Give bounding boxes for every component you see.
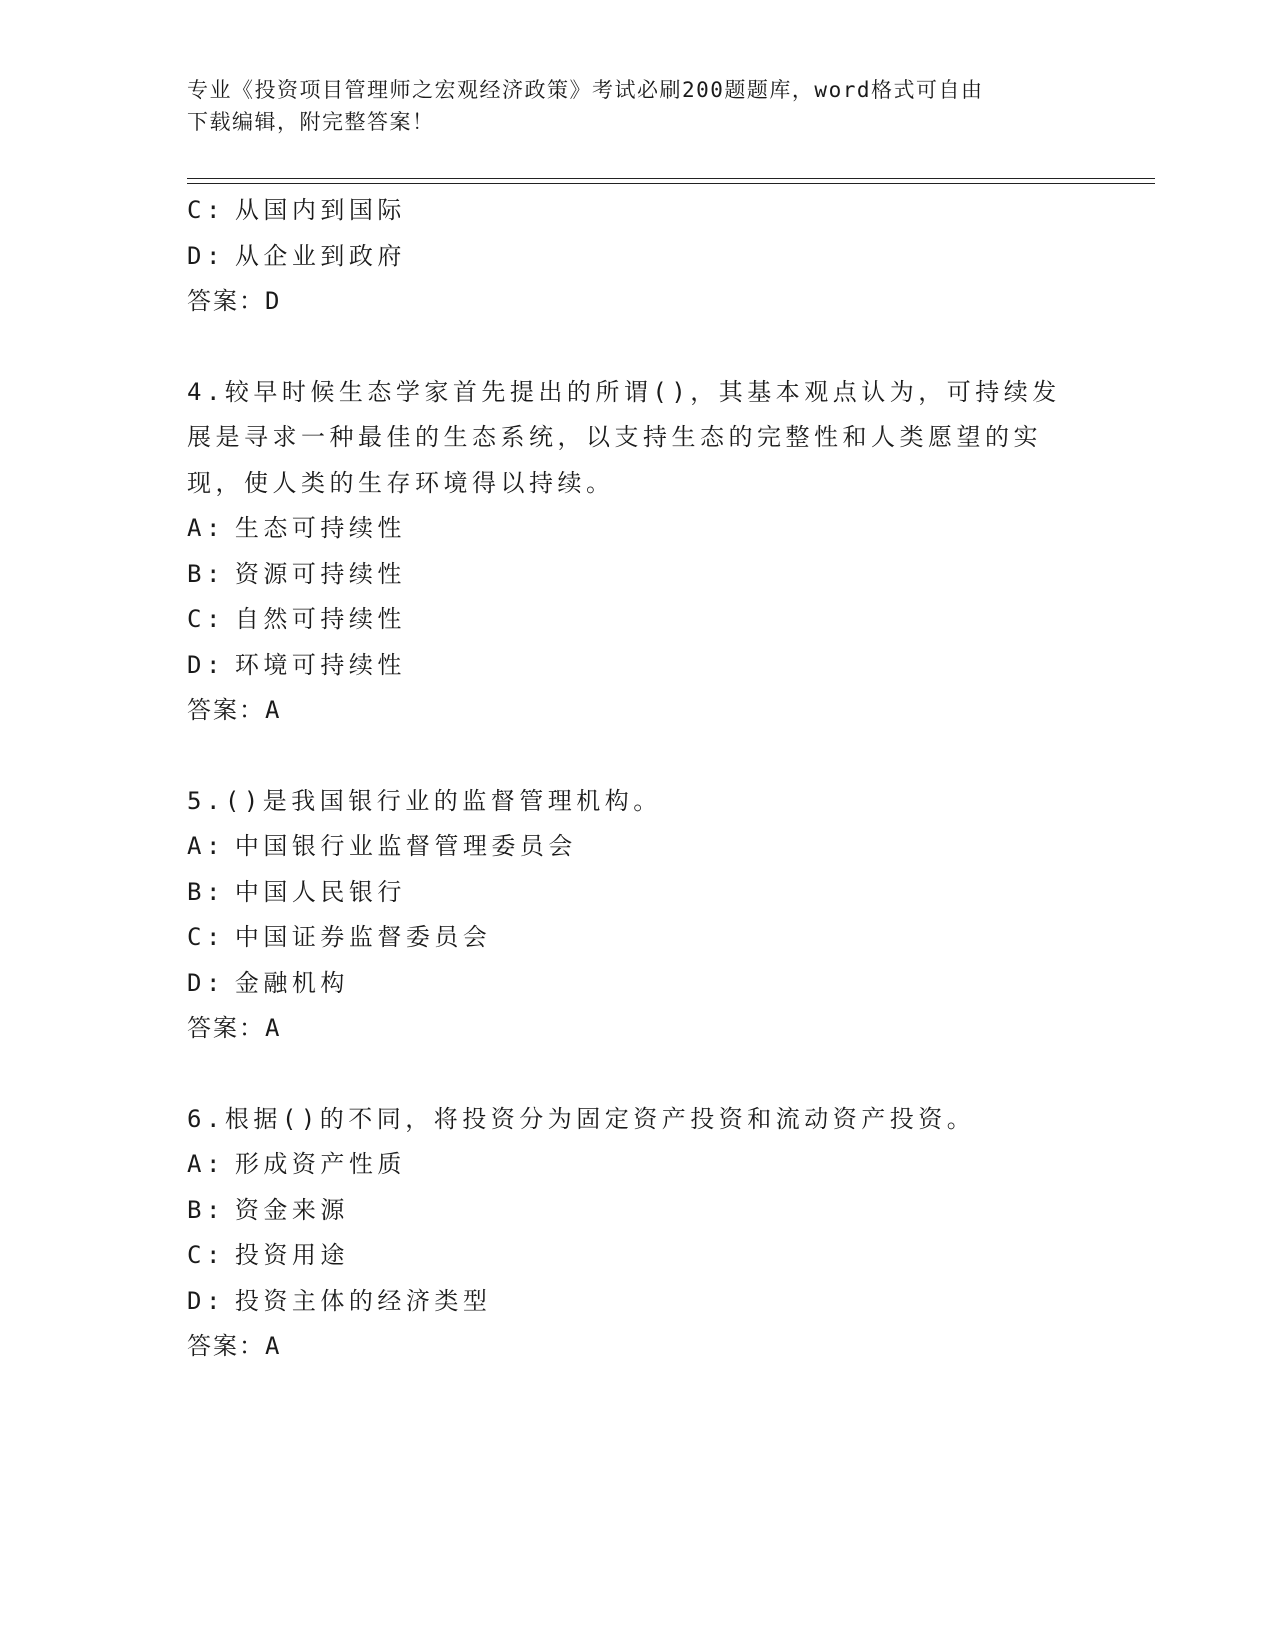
option-d <box>187 643 1087 689</box>
option-c <box>187 188 1087 234</box>
answer-line: 答案：A <box>187 1014 282 1042</box>
option-text: 资源可持续性 <box>234 559 406 588</box>
option-label: C: <box>187 923 225 951</box>
question-list <box>187 188 1087 1370</box>
header-divider-top <box>187 178 1155 179</box>
question-stem-line: 现，使人类的生存环境得以持续。 <box>187 468 615 497</box>
answer-line: 答案：A <box>187 696 282 724</box>
option-text: 中国证券监督委员会 <box>234 923 492 951</box>
option-label: D: <box>187 650 225 679</box>
option-text: 中国银行业监督管理委员会 <box>234 832 577 860</box>
option-text: 形成资产性质 <box>234 1150 406 1178</box>
question-3-partial <box>187 188 1087 325</box>
option-text: 资金来源 <box>234 1195 349 1224</box>
header-divider-bottom <box>187 183 1155 184</box>
question-6 <box>187 1097 1087 1370</box>
document-header <box>187 74 1087 138</box>
question-stem-line: 4.较早时候生态学家首先提出的所谓()，其基本观点认为，可持续发 <box>187 377 1061 406</box>
header-line-1: 专业《投资项目管理师之宏观经济政策》考试必刷200题题库，word格式可自由 <box>187 78 984 102</box>
option-text: 从国内到国际 <box>234 196 406 224</box>
question-stem-line: 6.根据()的不同，将投资分为固定资产投资和流动资产投资。 <box>187 1104 976 1133</box>
answer-line: 答案：D <box>187 287 282 315</box>
option-text: 自然可持续性 <box>234 605 406 633</box>
question-5 <box>187 779 1087 1052</box>
option-b <box>187 870 1087 916</box>
question-4 <box>187 370 1087 734</box>
spacer <box>187 734 1087 779</box>
option-text: 金融机构 <box>234 968 349 997</box>
option-label: C: <box>187 1241 225 1269</box>
question-stem-line: 展是寻求一种最佳的生态系统，以支持生态的完整性和人类愿望的实 <box>187 423 1042 451</box>
option-c <box>187 597 1087 643</box>
option-text: 环境可持续性 <box>234 650 406 679</box>
header-line-2: 下载编辑，附完整答案！ <box>187 110 435 134</box>
option-label: D: <box>187 1286 225 1315</box>
option-label: C: <box>187 196 225 224</box>
spacer <box>187 325 1087 370</box>
option-label: D: <box>187 968 225 997</box>
option-a <box>187 1142 1087 1188</box>
option-a <box>187 506 1087 552</box>
option-b <box>187 1188 1087 1234</box>
option-text: 投资用途 <box>234 1241 349 1269</box>
option-label: B: <box>187 559 225 588</box>
option-c <box>187 915 1087 961</box>
option-text: 中国人民银行 <box>234 877 406 906</box>
option-label: D: <box>187 241 225 270</box>
option-text: 投资主体的经济类型 <box>234 1286 492 1315</box>
option-d <box>187 961 1087 1007</box>
spacer <box>187 1052 1087 1097</box>
option-a <box>187 824 1087 870</box>
option-text: 生态可持续性 <box>234 514 406 542</box>
option-label: A: <box>187 832 225 860</box>
option-d <box>187 1279 1087 1325</box>
option-d <box>187 234 1087 280</box>
option-label: A: <box>187 514 225 542</box>
option-text: 从企业到政府 <box>234 241 406 270</box>
option-label: A: <box>187 1150 225 1178</box>
answer-line: 答案：A <box>187 1332 282 1360</box>
option-b <box>187 552 1087 598</box>
question-stem-line: 5.()是我国银行业的监督管理机构。 <box>187 786 662 815</box>
option-label: C: <box>187 605 225 633</box>
option-label: B: <box>187 1195 225 1224</box>
option-label: B: <box>187 877 225 906</box>
option-c <box>187 1233 1087 1279</box>
